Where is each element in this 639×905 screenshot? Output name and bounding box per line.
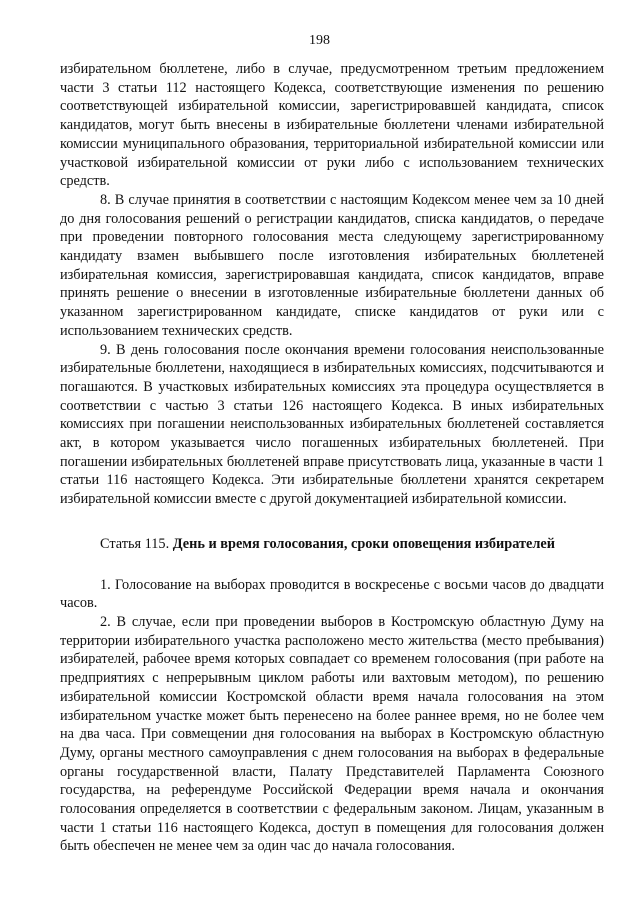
paragraph-continued: избирательном бюллетене, либо в случае, предусмотренном третьим предложением части 3 статьи 112 настоящего Кодекса, соответствующие изменения по решению соответствующей избирательной комиссии, зарегистрировавшей кандидата, список кандидатов, могут быть внесены в избирательные бюллетени членами избирательной комиссии муниципального образования, территориальной избирательной комиссии или участковой избирательной комиссии от руки либо с использованием технических средств. xyxy=(60,61,604,190)
page-content xyxy=(60,60,604,856)
article-title: День и время голосования, сроки оповещения избирателей xyxy=(172,535,555,552)
paragraph-item-8: 8. В случае принятия в соответствии с настоящим Кодексом менее чем за 10 дней до дня голосования решений о регистрации кандидатов, списка кандидатов, о передаче при проведении повторного голосования места следующему зарегистрированному кандидату взамен выбывшего после изготовления избирательных бюллетеней избирательная комиссия, зарегистрировавшая кандидата, список кандидатов, вправе принять решение о внесении в изготовленные избирательные бюллетени данных об указанном зарегистрированном кандидате, списке кандидатов от руки или с использованием технических средств. xyxy=(60,191,604,339)
paragraph-article-item-1: 1. Голосование на выборах проводится в воскресенье с восьми часов до двадцати часов. xyxy=(60,576,604,612)
paragraph-item-9: 9. В день голосования после окончания времени голосования неиспользованные избирательные бюллетени, находящиеся в избирательных комиссиях, подсчитываются и погашаются. В участковых избирательных комиссиях эта процедура осуществляется в соответствии с частью 3 статьи 126 настоящего Кодекса. В иных избирательных комиссиях при погашении неиспользованных избирательных бюллетеней составляется акт, в котором указывается число погашенных избирательных бюллетеней. При погашении избирательных бюллетеней вправе присутствовать лица, указанные в части 1 статьи 116 настоящего Кодекса. Эти избирательные бюллетени хранятся секретарем избирательной комиссии вместе с другой документацией избирательной комиссии. xyxy=(60,341,604,508)
article-heading xyxy=(60,535,604,554)
article-number: Статья 115. xyxy=(100,535,173,552)
paragraph-article-item-2: 2. В случае, если при проведении выборов в Костромскую областную Думу на территории избирательного участка расположено место жительства (место пребывания) избирателей, рабочее время которых совпадает со временем голосования (при работе на предприятиях с непрерывным циклом работы или вахтовым методом), по решению избирательной комиссии Костромской области время начала голосования на этом избирательном участке может быть перенесено на более раннее время, но не более чем на два часа. При совмещении дня голосования на выборах в Костромскую областную Думу, органы местного самоуправления с днем голосования на выборах в федеральные органы государственной власти, Палату Представителей Парламента Союзного государства, на референдуме Российской Федерации время начала и окончания голосования определяется в соответствии с федеральным законом. Лицам, указанным в части 1 статьи 116 настоящего Кодекса, доступ в помещения для голосования должен быть обеспечен не менее чем за один час до начала голосования. xyxy=(60,613,604,855)
page-number: 198 xyxy=(309,33,330,48)
